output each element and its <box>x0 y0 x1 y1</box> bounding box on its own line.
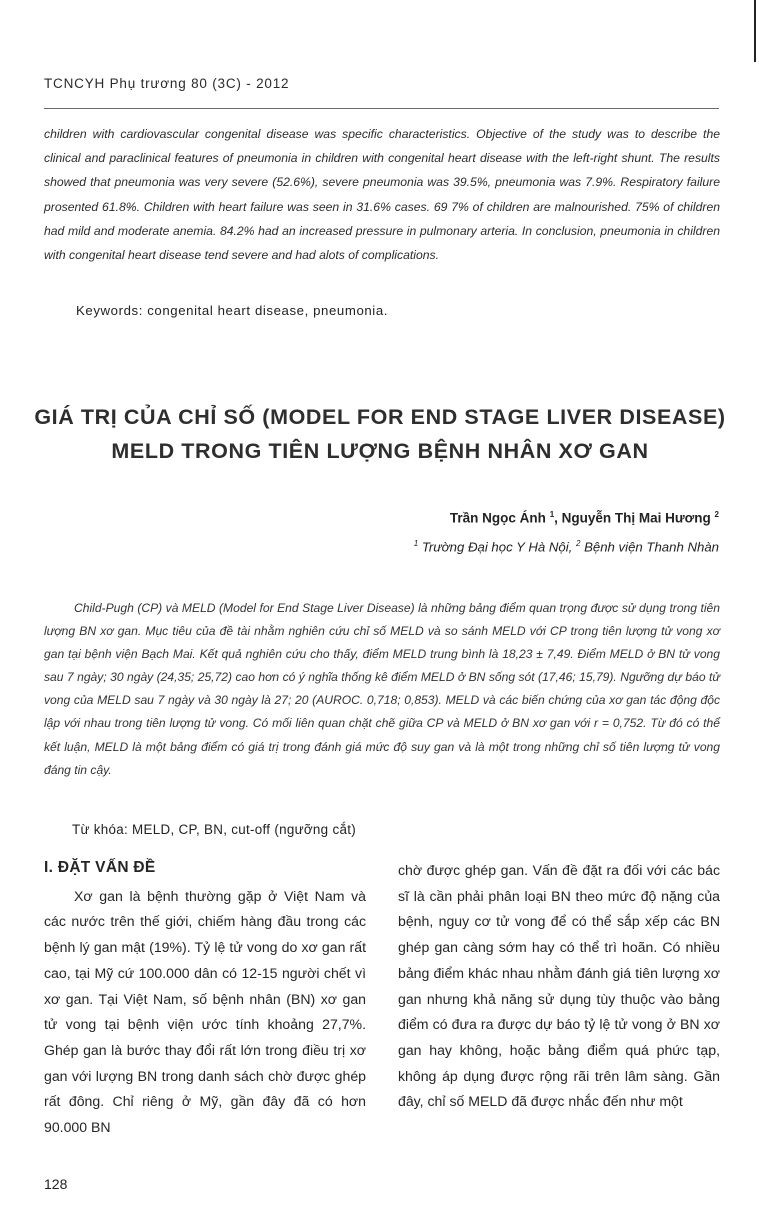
body-column-right <box>398 858 720 1115</box>
keywords-label: Từ khóa: <box>72 822 133 837</box>
body-paragraph-left: Xơ gan là bệnh thường gặp ở Việt Nam và các nước trên thế giới, chiếm hàng đầu trong các bệnh lý gan mật (19%). Tỷ lệ tử vong do xơ gan rất cao, tại Mỹ cứ 100.000 dân có 12-15 người chết vì xơ gan. Tại Việt Nam, số bệnh nhân (BN) xơ gan tử vong tại bệnh viện ước tính khoảng 27,7%. Ghép gan là bước thay đổi rất lớn trong điều trị xơ gan với lượng BN trong danh sách chờ được ghép rất đông. Chỉ riêng ở Mỹ, gần đây đã có hơn 90.000 BN <box>44 887 366 1136</box>
affil-2: Bệnh viện Thanh Nhàn <box>580 539 719 555</box>
affiliations <box>414 539 719 554</box>
title-line-2: MELD TRONG TIÊN LƯỢNG BỆNH NHÂN XƠ GAN <box>111 439 649 463</box>
article-keywords <box>72 822 356 837</box>
article-title <box>30 400 730 468</box>
body-paragraph-right: chờ được ghép gan. Vấn đề đặt ra đối với các bác sĩ là cần phải phân loại BN theo mức độ nặng của bệnh, nguy cơ tử vong để có thể sắp xếp các BN ghép gan càng sớm hay có thể trì hoãn. Có nhiều bảng điểm khác nhau nhằm đánh giá tiên lượng xơ gan nhưng khả năng sử dụng tùy thuộc vào bảng điểm có đưa ra được dự báo tỷ lệ tử vong ở BN xơ gan hay không, hoặc bảng điểm quá phức tạp, không áp dụng được rộng rãi trên lâm sàng. Gần đây, chỉ số MELD đã được nhắc đến như một <box>398 862 720 1110</box>
author-separator: , <box>554 510 562 526</box>
author-2: Nguyễn Thị Mai Hương <box>561 510 711 526</box>
running-head: TCNCYH Phụ trương 80 (3C) - 2012 <box>44 76 290 91</box>
page-edge-line <box>754 0 756 62</box>
author-2-affil-mark: 2 <box>714 510 719 519</box>
affil-2-mark: 2 <box>575 539 581 548</box>
affil-1: Trường Đại học Y Hà Nội, <box>418 539 576 555</box>
author-1: Trần Ngọc Ánh <box>449 510 546 526</box>
header-rule <box>44 108 719 109</box>
previous-article-abstract: children with cardiovascular congenital disease was specific characteristics. Objective of the study was to describe the clinical and paraclinical features of pneumonia in children with congenital heart disease with the left-right shunt. The results showed that pneumonia was very severe (52.6%), severe pneumonia was 39.5%, pneumonia was 7.9%. Respiratory failure prosented 61.8%. Children with heart failure was seen in 31.6% cases. 69 7% of children are malnourished. 75% of children had mild and moderate anemia. 84.2% had an increased pressure in pulmonary arteria. In conclusion, pneumonia in children with congenital heart disease tend severe and had alots of complications. <box>44 127 720 263</box>
affil-1-mark: 1 <box>413 539 419 548</box>
keywords-value: MELD, CP, BN, cut-off (ngưỡng cắt) <box>132 822 356 837</box>
page-number: 128 <box>44 1176 68 1192</box>
article-abstract: Child-Pugh (CP) và MELD (Model for End Stage Liver Disease) là những bảng điểm quan trọng được sử dụng trong tiên lượng BN xơ gan. Mục tiêu của đề tài nhằm nghiên cứu chỉ số MELD và so sánh MELD với CP trong tiên lượng tử vong xơ gan tại bệnh viện Bạch Mai. Kết quả nghiên cứu cho thấy, điểm MELD trung bình là 18,23 ± 7,49. Điểm MELD ở BN tử vong sau 7 ngày; 30 ngày (24,35; 25,72) cao hơn có ý nghĩa thống kê điểm MELD ở BN sống sót (17,46; 15,79). Ngưỡng dự báo tử vong của MELD sau 7 ngày và 30 ngày là 27; 20 (AUROC. 0,718; 0,853). MELD và các biến chứng của xơ gan tác động độc lập với nhau trong tiên lượng tử vong. Có mối liên quan chặt chẽ giữa CP và MELD ở BN xơ gan với r = 0,752. Từ đó có thể kết luận, MELD là một bảng điểm có giá trị trong đánh giá mức độ suy gan và là một trong những chỉ số tiên lượng tử vong đáng tin cậy. <box>44 601 720 777</box>
section-heading: I. ĐẶT VẤN ĐỀ <box>44 859 156 876</box>
title-line-1: GIÁ TRỊ CỦA CHỈ SỐ (MODEL FOR END STAGE LIVER DISEASE) <box>34 405 726 429</box>
body-column-left <box>44 855 366 1141</box>
previous-article-keywords: Keywords: congenital heart disease, pneumonia. <box>76 303 389 318</box>
author-1-affil-mark: 1 <box>549 510 555 519</box>
author-line <box>450 510 719 526</box>
